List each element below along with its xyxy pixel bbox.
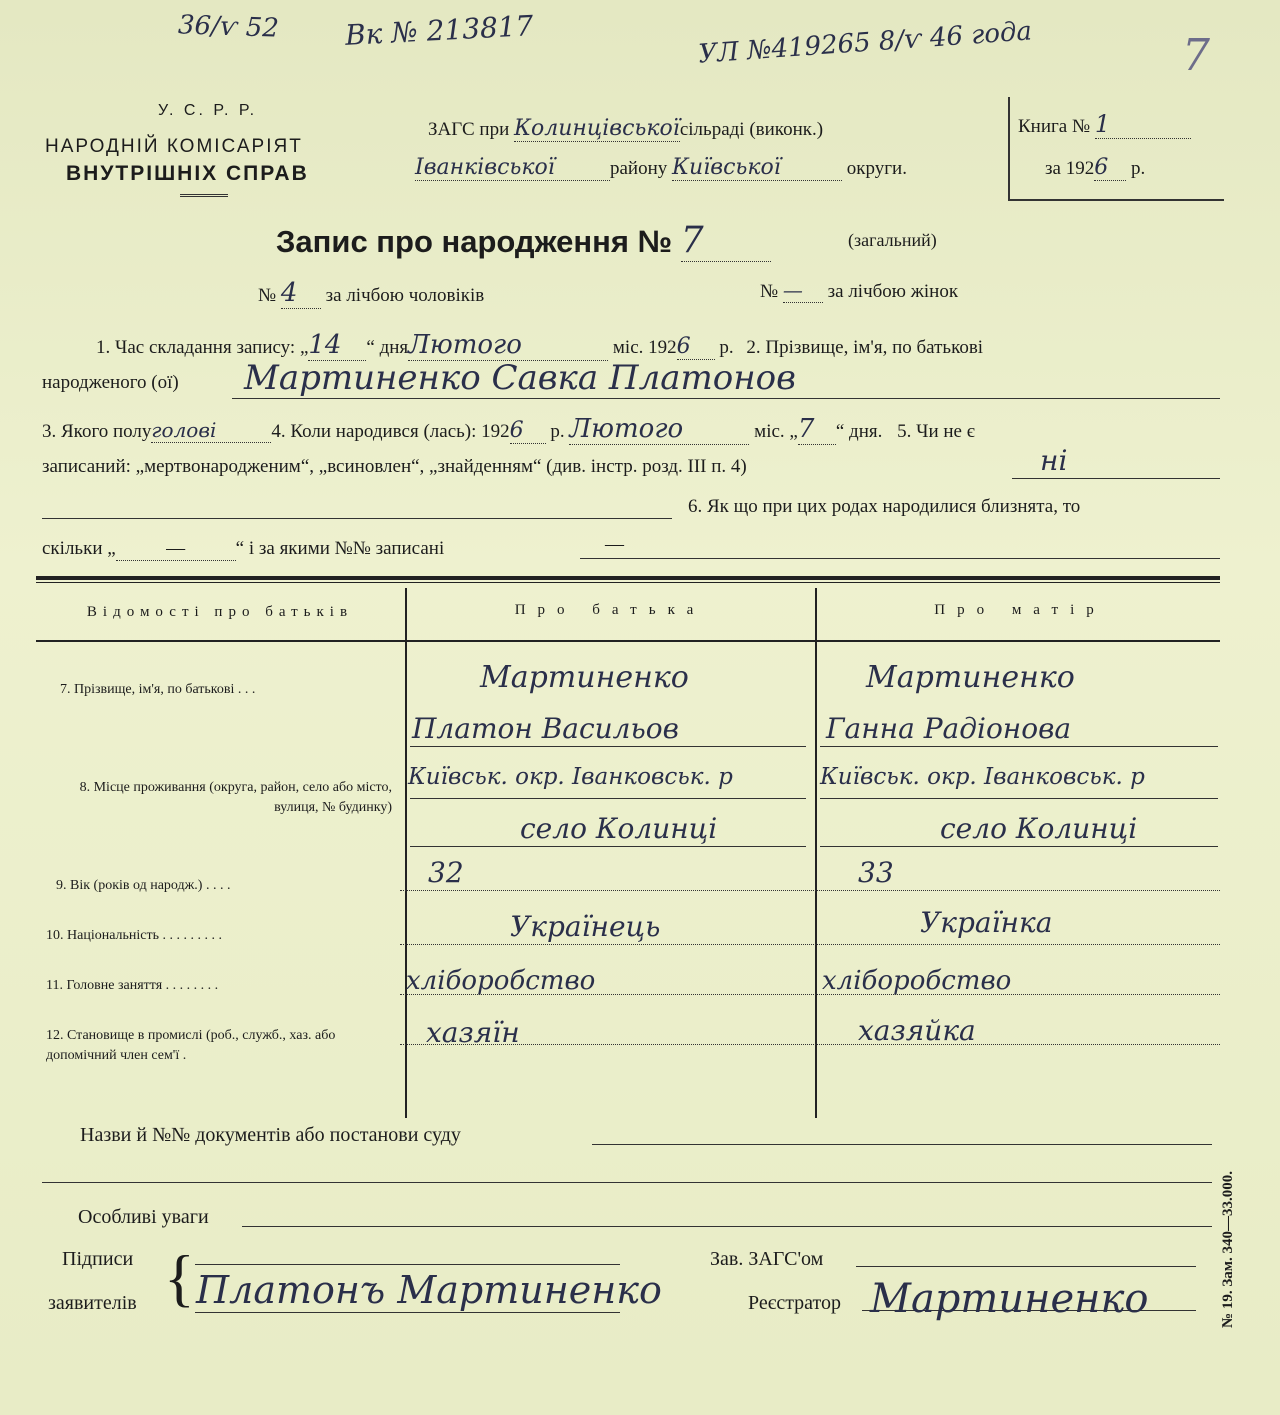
father-address: Київськ. окр. Іванковськ. р (408, 764, 733, 790)
head-zags-label: Зав. ЗАГС'ом (710, 1248, 824, 1270)
docs-label: Назви й №№ документів або постанови суду (80, 1124, 461, 1146)
field-6-value-2: — (605, 534, 624, 555)
row-9-label: 9. Вік (років од народж.) . . . . (56, 878, 231, 893)
father-occupation: хліборобство (406, 966, 596, 996)
women-pre: № (760, 281, 779, 302)
field-4-year: 6 (510, 418, 546, 444)
table-header-mother: Про матір (934, 602, 1106, 618)
district-line (415, 155, 907, 181)
field-4-label: 4. Коли народився (лась): 192 (271, 421, 510, 442)
field-4-day: 7 (798, 414, 836, 445)
men-pre: № (258, 285, 277, 306)
signers-underline-1 (195, 1264, 620, 1265)
okrug-value: Київської (672, 155, 842, 181)
commissariat-line-2: ВНУТРІШНІХ СПРАВ (66, 162, 309, 185)
record-title (276, 220, 771, 262)
book-label: Книга № (1018, 116, 1091, 137)
row-12-divider (400, 1044, 1220, 1045)
registrar-label: Реєстратор (748, 1292, 842, 1314)
field-3-label: 3. Якого полу (42, 421, 152, 442)
mother-address: Київськ. окр. Іванковськ. р (820, 764, 1145, 790)
father-village: село Колинці (520, 812, 718, 845)
signers-label-1: Підписи (62, 1248, 134, 1270)
registrar-signature: Мартиненко (870, 1276, 1149, 1322)
book-year-label: за 192 (1045, 158, 1095, 179)
field-6-label: 6. Як що при цих родах народилися близнята, то (688, 496, 1081, 517)
table-top-rule-thin (36, 582, 1220, 583)
zags-line (428, 116, 823, 142)
father-name: Платон Васильов (412, 712, 679, 745)
father-name-underline (410, 746, 806, 747)
record-general: (загальний) (848, 230, 937, 250)
father-village-underline (410, 846, 806, 847)
mother-village-underline (820, 846, 1218, 847)
row-10-divider (400, 944, 1220, 945)
table-col-divider-2 (815, 588, 817, 1118)
mother-address-underline (820, 798, 1218, 799)
father-nationality: Українець (510, 910, 661, 943)
zags-post: сільраді (виконк.) (679, 119, 824, 140)
field-1-label: 1. Час складання запису: „ (96, 337, 309, 358)
men-number: 4 (281, 278, 321, 309)
district-label: району (610, 158, 668, 179)
field-6-underline (580, 558, 1220, 559)
women-label: за лічбою жінок (827, 281, 959, 302)
book-line (1018, 110, 1191, 139)
table-top-rule (36, 576, 1220, 580)
signers-underline-2 (195, 1312, 620, 1313)
mother-status: хазяйка (858, 1014, 976, 1047)
father-address-underline (410, 798, 806, 799)
applicant-signature: Платонъ Мартиненко (196, 1268, 662, 1312)
mother-occupation: хліборобство (822, 966, 1012, 996)
field-5-line (42, 456, 747, 478)
men-label: за лічбою чоловіків (325, 285, 485, 306)
field-1-day-label: “ дня (366, 337, 409, 358)
header-rule (180, 194, 228, 197)
district-value: Іванківської (415, 155, 610, 181)
field-1-line (96, 330, 983, 361)
row-9-divider (400, 890, 1220, 891)
okrug-label: округи. (846, 158, 907, 179)
field-5-label-2: записаний: „мертвонародженим“, „всиновлен“, „знайденням“ (див. інстр. розд. III п. 4) (42, 456, 747, 477)
field-4-r: р. (550, 421, 565, 442)
women-count-line (760, 278, 958, 303)
women-number: — (783, 278, 823, 303)
field-2-underline (232, 398, 1220, 399)
top-note-mid: Вк № 213817 (344, 9, 535, 52)
commissariat-line-1: НАРОДНІЙ КОМІСАРІЯТ (45, 136, 303, 157)
field-6-label-3: “ і за якими №№ записані (235, 538, 445, 559)
field-2-line (42, 372, 179, 394)
table-header-father: Про батька (514, 602, 706, 618)
book-year-suffix: р. (1130, 158, 1146, 179)
corner-number: 7 (1182, 30, 1210, 81)
print-mark: № 19. Зам. 340—33.000. (1220, 1171, 1236, 1328)
mother-surname: Мартиненко (866, 660, 1075, 695)
row-12-label: 12. Становище в промислі (роб., служб., хаз. або допомічний член сем'ї . (46, 1028, 336, 1063)
field-5-value: ні (1040, 444, 1068, 477)
signers-brace: { (164, 1242, 195, 1313)
mother-village: село Колинці (940, 812, 1138, 845)
field-5-underline-2 (42, 518, 672, 519)
docs-underline-2 (42, 1182, 1212, 1183)
mother-nationality: Українка (920, 906, 1053, 939)
field-2-label: 2. Прізвище, ім'я, по батькові (746, 337, 984, 358)
ussr-label: У. С. Р. Р. (158, 102, 258, 119)
table-col-divider-1 (405, 588, 407, 1118)
row-8-label: 8. Місце проживання (округа, район, село або місто, вулиця, № будинку) (79, 780, 392, 815)
book-number: 1 (1095, 110, 1191, 139)
field-1-month: Лютого (408, 330, 608, 361)
mother-name-underline (820, 746, 1218, 747)
row-7-label: 7. Прізвище, ім'я, по батькові . . . (60, 682, 256, 697)
field-5-underline (1012, 478, 1220, 479)
field-6-label-2: скільки „ (42, 538, 116, 559)
top-note-left: 36/ѵ 52 (177, 10, 280, 44)
row-11-divider (400, 994, 1220, 995)
men-count-line (258, 278, 484, 309)
notes-label: Особливі уваги (78, 1206, 209, 1228)
table-header-info: Відомості про батьків (86, 604, 354, 620)
row-10-label: 10. Національність . . . . . . . . . (46, 928, 223, 943)
record-number: 7 (681, 220, 771, 262)
field-1-year: 6 (677, 334, 715, 360)
mother-name: Ганна Радіонова (826, 712, 1072, 745)
father-status: хазяїн (426, 1016, 520, 1049)
field-1-r: р. (719, 337, 734, 358)
field-3-value: голові (151, 418, 271, 443)
field-5-label: 5. Чи не є (897, 421, 975, 442)
zags-village: Колинцівської (513, 116, 680, 141)
field-2-value: Мартиненко Савка Платонов (244, 358, 796, 398)
field-6-line (42, 538, 444, 561)
notes-underline (242, 1226, 1212, 1227)
father-age: 32 (428, 856, 464, 889)
field-4-month: Лютого (569, 414, 749, 445)
field-4-day-label: “ дня. (835, 421, 883, 442)
field-6-value: — (116, 538, 236, 561)
signers-label-2: заявителів (48, 1292, 137, 1314)
book-year-line (1045, 155, 1145, 181)
field-1-year-label: міс. 192 (612, 337, 677, 358)
docs-underline (592, 1144, 1212, 1145)
zags-pre: ЗАГС при (428, 119, 510, 140)
field-4-mis: міс. „ (754, 421, 798, 442)
head-zags-underline (856, 1266, 1196, 1267)
table-header-rule (36, 640, 1220, 642)
field-2-label-2: народженого (ої) (42, 372, 179, 393)
field-1-day: 14 (308, 330, 366, 361)
father-surname: Мартиненко (480, 660, 689, 695)
book-year-digit: 6 (1094, 155, 1126, 181)
row-11-label: 11. Головне заняття . . . . . . . . (46, 978, 219, 993)
field-3-4-line (42, 414, 975, 445)
record-title-text: Запис про народження № (276, 224, 673, 259)
mother-age: 33 (858, 856, 894, 889)
top-note-right: УЛ №419265 8/ѵ 46 года (697, 16, 1033, 70)
